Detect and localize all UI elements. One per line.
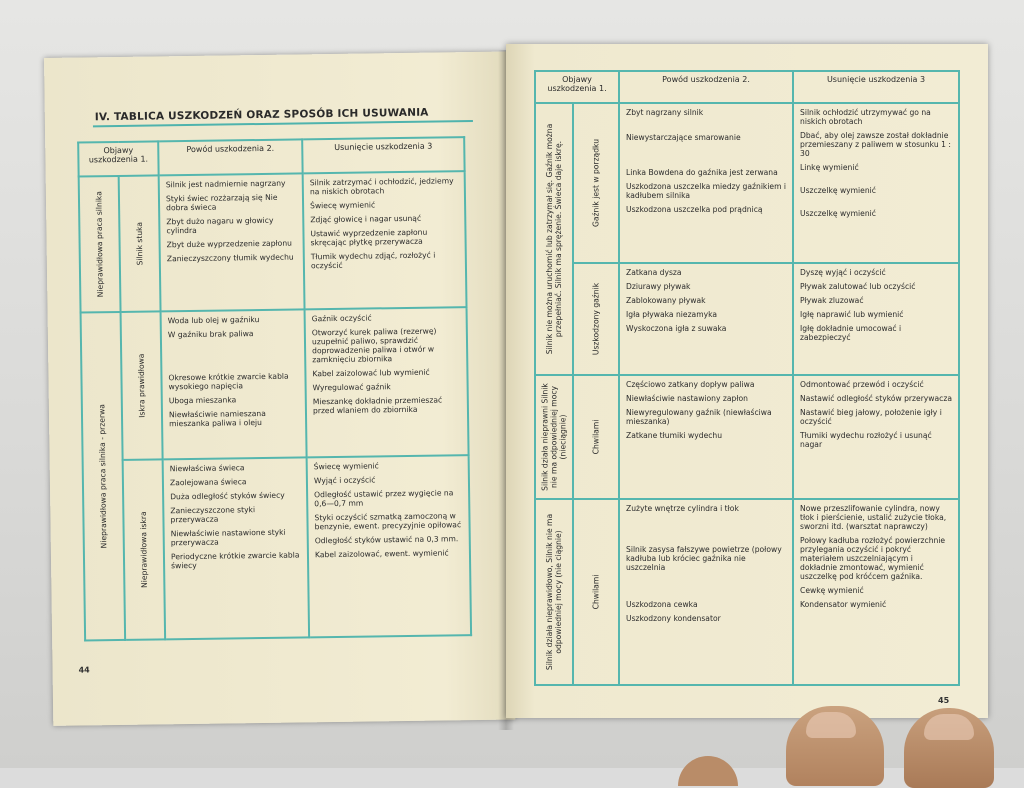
remedy-item: Pływak zalutować lub oczyścić: [800, 282, 916, 291]
right-page: [506, 44, 988, 718]
symptom-subgroup-label: Chwilami: [591, 419, 601, 455]
cause-item: Periodyczne krótkie zwarcie kabla świecy: [170, 550, 300, 571]
remedy-item: Silnik zatrzymać i ochłodzić, jedziemy na niskich obrotach: [309, 176, 454, 197]
table-row: [79, 171, 467, 312]
table-header-row: [535, 71, 959, 103]
remedy-item: Kondensator wymienić: [800, 600, 887, 609]
page-number-left: 44: [78, 665, 90, 675]
symptom-group-label: Nieprawidłowa praca silnika - przerwa: [97, 404, 109, 549]
remedy-item: Odmontować przewód i oczyścić: [800, 380, 924, 389]
remedy-item: Silnik ochłodzić utrzymywać go na niskich obrotach: [800, 108, 931, 126]
cause-item: Uszkodzona cewka: [626, 600, 698, 609]
remedy-cell: [793, 499, 959, 685]
remedy-item: Zdjąć głowicę i nagar usunąć: [310, 213, 422, 225]
cause-item: Niewystarczające smarowanie: [626, 133, 741, 142]
cause-item: Zbyt duże wyprzedzenie zapłonu: [166, 238, 292, 250]
symptom-group-cell: [79, 176, 121, 313]
cause-item: Wyskoczona igła z suwaka: [626, 324, 727, 333]
thumb: [904, 708, 994, 788]
cause-cell: [163, 457, 309, 639]
cause-item: Okresowe krótkie zwarcie kabla wysokiego napięcia: [168, 371, 289, 392]
table-row: [81, 307, 469, 460]
symptom-group-cell: [535, 499, 573, 685]
cause-cell: [161, 309, 307, 459]
remedy-item: Styki oczyścić szmatką zamoczoną w benzynie, ewent. precyzyjnie opiłować: [314, 511, 462, 532]
cause-item: Niewyregulowany gaźnik (niewłaściwa mieszanka): [626, 408, 772, 426]
cause-cell: [619, 103, 793, 263]
fingernail: [806, 712, 856, 738]
header-cause: Powód uszkodzenia 2.: [158, 139, 302, 175]
cause-item: Zanieczyszczone styki przerywacza: [170, 505, 256, 525]
cause-item: Silnik zasysa fałszywe powietrze (połowy kadłuba lub króciec gaźnika nie uszczelnia: [626, 545, 782, 572]
cause-item: Linka Bowdena do gaźnika jest zerwana: [626, 168, 778, 177]
symptom-group-cell: [81, 312, 126, 641]
remedy-item: Uszczelkę wymienić: [800, 209, 876, 218]
symptom-subgroup-cell: [573, 263, 619, 375]
remedy-cell: [307, 455, 471, 637]
remedy-item: Igłę naprawić lub wymienić: [800, 310, 904, 319]
symptom-subgroup-label: Gaźnik jest w porządku: [591, 138, 601, 228]
remedy-item: Otworzyć kurek paliwa (rezerwę) uzupełnić paliwo, sprawdzić doprowadzenie paliwa i otwór w zamknięciu zbiornika: [311, 326, 437, 365]
cause-cell: [159, 173, 305, 311]
symptom-subgroup-cell: [573, 103, 619, 263]
cause-item: Zatkane tłumiki wydechu: [626, 431, 723, 440]
remedy-item: Tłumik wydechu zdjąć, rozłożyć i oczyścić: [310, 250, 436, 271]
remedy-item: Uszczelkę wymienić: [800, 186, 876, 195]
cause-item: Zaolejowana świeca: [169, 477, 247, 488]
remedy-item: Dyszę wyjąć i oczyścić: [800, 268, 886, 277]
remedy-item: Odległość ustawić przez wygięcie na 0,6—0,7 mm: [314, 488, 454, 509]
symptom-group-cell: [535, 375, 573, 499]
cause-item: Niewłaściwie nastawiony zapłon: [626, 394, 748, 403]
symptom-subgroup-cell: [123, 459, 166, 640]
header-remedy: Usunięcie uszkodzenia 3: [302, 137, 464, 173]
remedy-item: Igłę dokładnie umocować i zabezpieczyć: [800, 324, 902, 342]
cause-item: Uszkodzona uszczelka miedzy gaźnikiem i kadłubem silnika: [626, 182, 787, 200]
table-row: [535, 499, 959, 685]
cause-item: Dziurawy pływak: [626, 282, 691, 291]
cause-cell: [619, 263, 793, 375]
remedy-item: Kabel zaizolować lub wymienić: [312, 367, 430, 379]
remedy-item: Wyregulować gaźnik: [312, 382, 391, 393]
cause-cell: [619, 375, 793, 499]
symptom-group-label: Silnik działa nieprawni Silnik nie ma odpowiedniej mocy (nieciągnie): [540, 383, 568, 491]
cause-item: Zbyt nagrzany silnik: [626, 108, 704, 117]
cause-item: Niewłaściwie nastawione styki przerywacza: [170, 527, 286, 548]
cause-item: Uboga mieszanka: [168, 395, 237, 406]
symptom-subgroup-label: Uszkodzony gaźnik: [591, 282, 601, 356]
fault-table-right: [534, 70, 960, 686]
remedy-cell: [305, 307, 469, 457]
table-header-row: [78, 137, 464, 176]
symptom-group-cell: [535, 103, 573, 375]
table-row: [535, 375, 959, 499]
remedy-item: Gaźnik oczyścić: [311, 313, 372, 324]
page-number-right: 45: [938, 696, 950, 705]
cause-item: Duża odległość styków świecy: [170, 490, 285, 502]
remedy-item: Tłumiki wydechu rozłożyć i usunąć nagar: [800, 431, 932, 449]
symptom-subgroup-cell: [573, 375, 619, 499]
header-remedy: Usunięcie uszkodzenia 3: [793, 71, 959, 103]
remedy-cell: [303, 171, 467, 309]
cause-item: Uszkodzona uszczelka pod prądnicą: [626, 205, 763, 214]
remedy-item: Nastawić odległość styków przerywacza: [800, 394, 952, 403]
symptom-subgroup-label: Iskra prawidłowa: [136, 353, 147, 418]
finger: [786, 706, 884, 786]
fingernail: [924, 714, 974, 740]
remedy-item: Dbać, aby olej zawsze został dokładnie przemieszany z paliwem w stosunku 1 : 30: [800, 131, 951, 158]
cause-item: Niewłaściwie namieszana mieszanka paliwa i oleju: [168, 408, 266, 429]
remedy-item: Mieszankę dokładnie przemieszać przed wlaniem do zbiornika: [312, 395, 443, 416]
symptom-group-label: Silnik działa nieprawidłowo, Silnik nie ma odpowiedniej mocy (nie ciągnie): [545, 513, 563, 671]
cause-item: Niewłaściwa świeca: [169, 463, 245, 474]
remedy-item: Nastawić bieg jałowy, położenie igły i oczyścić: [800, 408, 942, 426]
remedy-item: Świecę wymienić: [313, 461, 379, 472]
remedy-item: Ustawić wyprzedzenie zapłonu skręcając płytkę przerywacza: [310, 227, 428, 248]
remedy-cell: [793, 375, 959, 499]
cause-item: Zanieczyszczony tłumik wydechu: [166, 252, 294, 264]
cause-item: W gaźniku brak paliwa: [167, 329, 254, 340]
header-symptoms: Objawy uszkodzenia 1.: [535, 71, 619, 103]
remedy-cell: [793, 263, 959, 375]
fault-table-left: [77, 136, 472, 641]
remedy-cell: [793, 103, 959, 263]
remedy-item: Linkę wymienić: [800, 163, 859, 172]
cause-item: Częściowo zatkany dopływ paliwa: [626, 380, 755, 389]
cause-cell: [619, 499, 793, 685]
table-heading: IV. TABLICA USZKODZEŃ ORAZ SPOSÓB ICH USUWANIA: [94, 106, 429, 124]
remedy-item: Cewkę wymienić: [800, 586, 864, 595]
header-symptoms: Objawy uszkodzenia 1.: [78, 141, 158, 176]
remedy-item: Kabel zaizolować, ewent. wymienić: [314, 548, 449, 560]
cause-item: Igła pływaka niezamyka: [626, 310, 718, 319]
cause-item: Styki świec rozżarzają się Nie dobra świeca: [165, 192, 278, 213]
symptom-subgroup-label: Chwilami: [591, 574, 601, 610]
symptom-subgroup-cell: [119, 175, 161, 312]
remedy-item: Nowe przeszlifowanie cylindra, nowy tłok i pierścienie, ustalić zużycie tłoka, sworzni itd. (warsztat naprawczy): [800, 504, 947, 531]
remedy-item: Wyjąć i oczyścić: [313, 475, 376, 486]
cause-item: Uszkodzony kondensator: [626, 614, 721, 623]
symptom-subgroup-cell: [121, 311, 163, 460]
cause-item: Zatkana dysza: [626, 268, 682, 277]
remedy-item: Świecę wymienić: [310, 200, 376, 211]
table-row: [535, 103, 959, 263]
header-cause: Powód uszkodzenia 2.: [619, 71, 793, 103]
left-page: [44, 52, 515, 726]
cause-item: Silnik jest nadmiernie nagrzany: [165, 178, 286, 190]
symptom-subgroup-label: Silnik stuka: [134, 221, 145, 266]
remedy-item: Pływak zluzować: [800, 296, 864, 305]
symptom-group-label: Silnik nie można uruchomić lub zatrzymał się. Gaźnik można przepełniać. Silnik ma sprężenie. Świeca daje iskrę.: [545, 123, 563, 355]
cause-item: Zbyt dużo nagaru w głowicy cylindra: [166, 215, 274, 236]
table-row: [535, 263, 959, 375]
remedy-item: Połowy kadłuba rozłożyć powierzchnie przylegania oczyścić i pokryć materiałem uszczelniającym i dokładnie zmontować, wymienić uszczelkę pod króćcem gaźnika.: [800, 536, 946, 581]
symptom-group-label: Nieprawidłowa praca silnika: [94, 191, 105, 298]
table-row: [83, 455, 471, 640]
cause-item: Woda lub olej w gaźniku: [167, 315, 260, 326]
cause-item: Zablokowany pływak: [626, 296, 706, 305]
remedy-item: Odległość styków ustawić na 0,3 mm.: [314, 534, 459, 546]
symptom-subgroup-cell: [573, 499, 619, 685]
cause-item: Zużyte wnętrze cylindra i tłok: [626, 504, 739, 513]
symptom-subgroup-label: Nieprawidłowa iskra: [138, 511, 149, 588]
